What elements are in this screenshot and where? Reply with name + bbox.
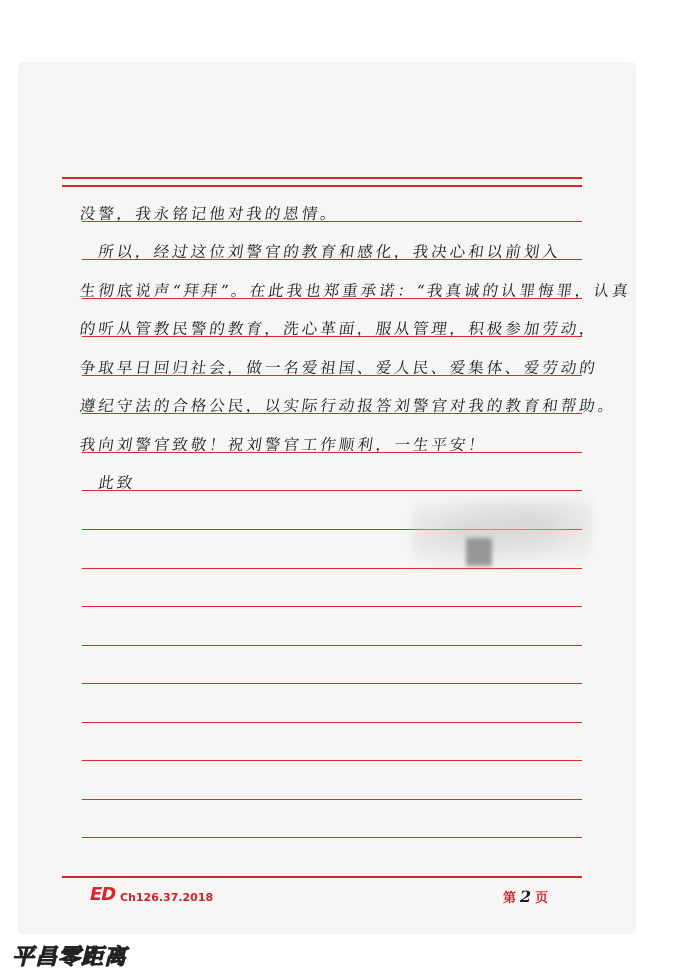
letter-line: 生彻底说声“拜拜”。在此我也郑重承诺：“我真诚的认罪悔罪，认真	[78, 282, 632, 300]
header-double-rule	[62, 177, 582, 187]
ruled-line	[82, 606, 582, 607]
ruled-line	[82, 799, 582, 800]
paper-logo: ED	[90, 884, 116, 905]
ruled-line	[82, 837, 582, 838]
letter-line: 争取早日回归社会，做一名爱祖国、爱人民、爱集体、爱劳动的	[78, 359, 600, 377]
letter-line: 的听从管教民警的教育，洗心革面，服从管理，积极参加劳动，	[78, 320, 600, 338]
letter-line: 我向刘警官致敬！祝刘警官工作顺利，一生平安！	[78, 436, 489, 454]
ruled-line	[82, 683, 582, 684]
page-suffix: 页	[535, 891, 549, 906]
letter-line: 所以，经过这位刘警官的教育和感化，我决心和以前划入	[78, 243, 563, 261]
paper-code: Ch126.37.2018	[120, 891, 214, 904]
page-number	[503, 887, 548, 906]
letter-line: 没警，我永铭记他对我的恩情。	[78, 205, 341, 223]
blurred-signature	[412, 500, 592, 580]
watermark: 平昌零距离	[12, 945, 128, 970]
footer-rule	[62, 876, 582, 878]
letter-line: 遵纪守法的合格公民，以实际行动报答刘警官对我的教育和帮助。	[78, 397, 618, 415]
ruled-line	[82, 722, 582, 723]
letter-sheet	[20, 64, 634, 932]
blurred-signature-mark	[466, 538, 492, 566]
letter-closing: 此致	[78, 474, 137, 492]
ruled-line	[82, 645, 582, 646]
page-number-value: 2	[520, 887, 532, 906]
ruled-line	[82, 760, 582, 761]
page-prefix: 第	[503, 891, 517, 906]
